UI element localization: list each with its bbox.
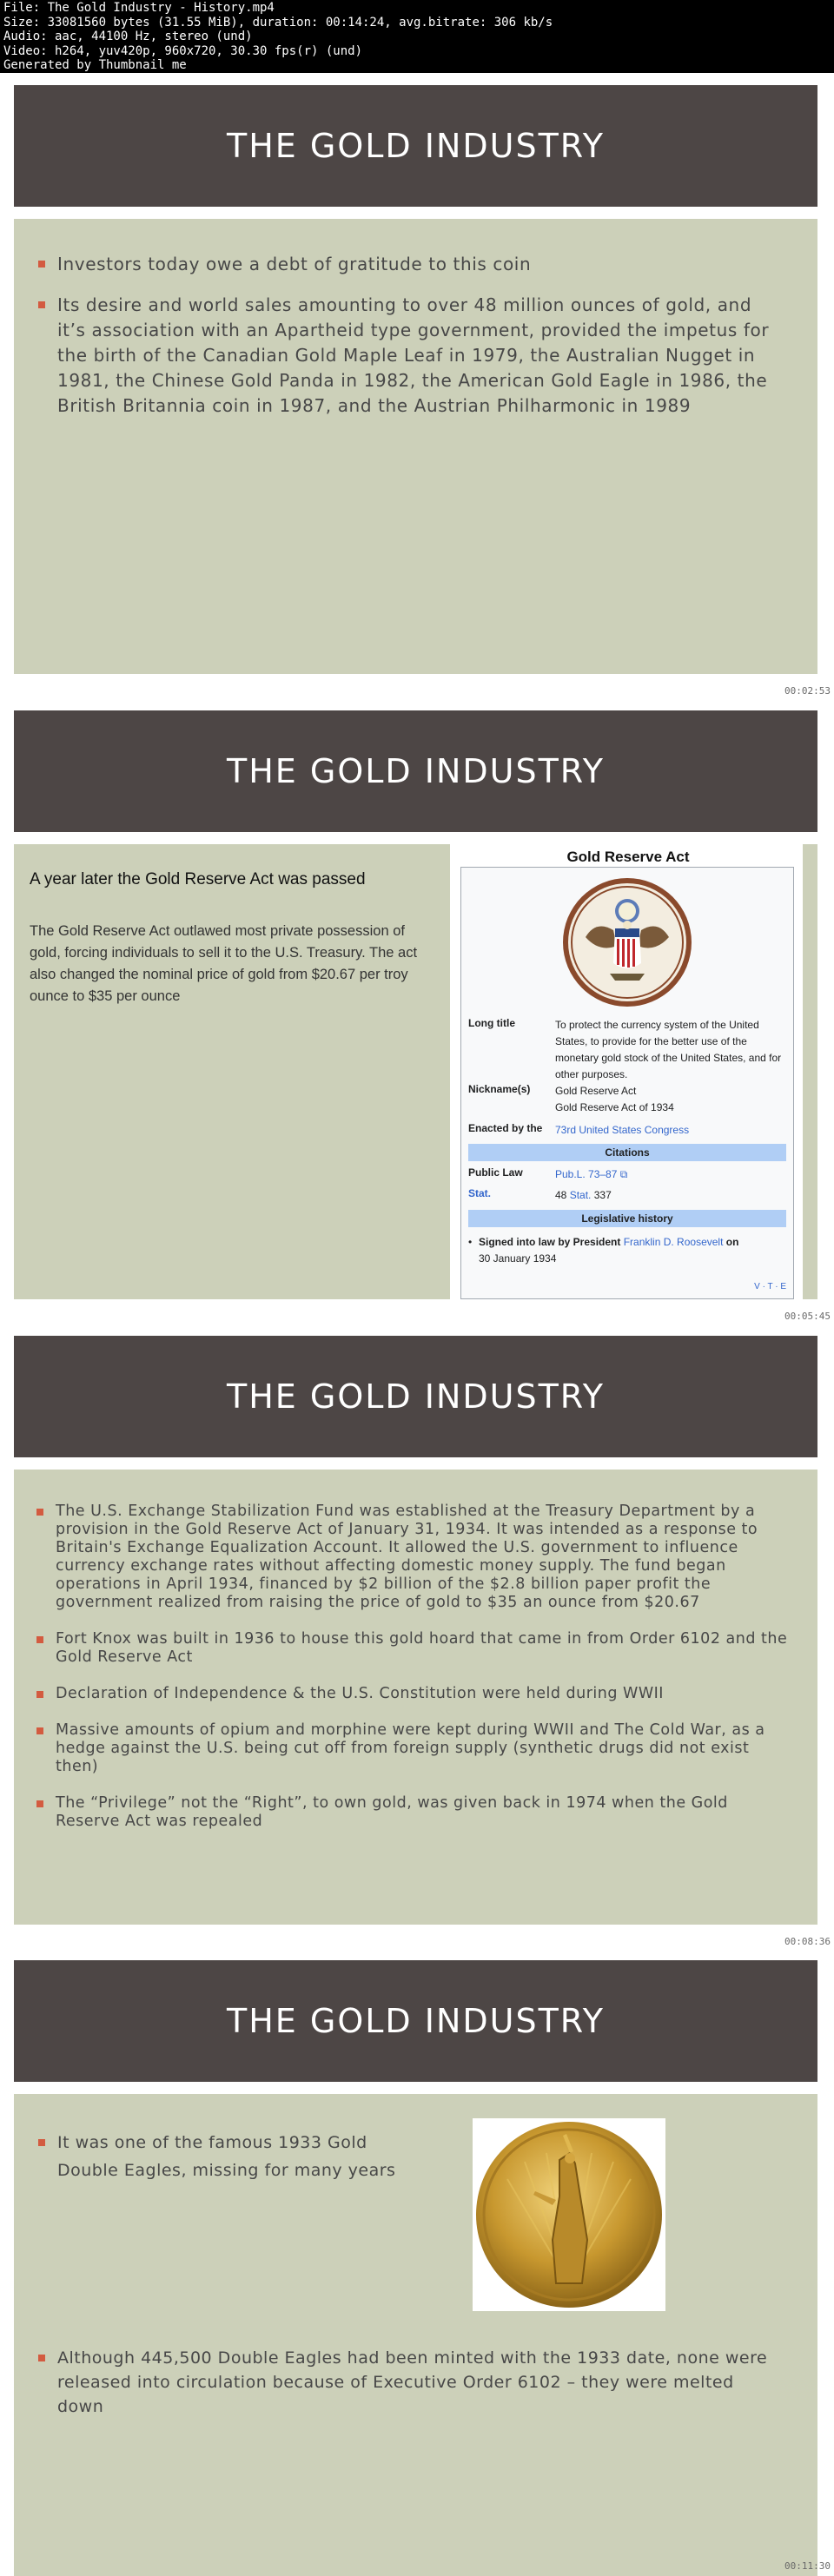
bullet-text: The “Privilege” not the “Right”, to own gold, was given back in 1974 when the Gold Reserve Act was repealed xyxy=(56,1794,728,1830)
list-dot-icon: • xyxy=(468,1236,473,1248)
signed-date: 30 January 1934 xyxy=(479,1252,557,1265)
video-frame-1 xyxy=(0,73,834,698)
file-info-line: Video: h264, yuv420p, 960x720, 30.30 fps(r) (und) xyxy=(3,43,363,58)
bullet-item xyxy=(35,1721,791,1776)
bullet-square-icon xyxy=(36,1636,43,1643)
stat-volume: 48 xyxy=(555,1189,567,1201)
bullet-square-icon xyxy=(38,2139,45,2146)
external-link-icon[interactable]: ⧉ xyxy=(619,1168,628,1180)
president-link[interactable]: Franklin D. Roosevelt xyxy=(623,1236,724,1248)
slide-right-strip xyxy=(803,844,817,1299)
citations-header: Citations xyxy=(468,1144,786,1161)
infobox-row-signed xyxy=(468,1234,786,1267)
file-info-line: Audio: aac, 44100 Hz, stereo (und) xyxy=(3,30,253,43)
video-frame-2 xyxy=(0,698,834,1324)
bullet-square-icon xyxy=(38,2355,45,2361)
legislative-history-header: Legislative history xyxy=(468,1210,786,1227)
nickname-1: Gold Reserve Act xyxy=(555,1085,637,1097)
bullet-square-icon xyxy=(38,301,45,308)
bullet-text: Investors today owe a debt of gratitude to this coin xyxy=(57,254,532,274)
frame-timestamp: 00:02:53 xyxy=(784,685,831,697)
bullet-item xyxy=(36,252,784,277)
vte-links[interactable]: V · T · E xyxy=(754,1282,786,1291)
bullet-item xyxy=(35,1503,791,1612)
infobox-label: Enacted by the xyxy=(468,1122,543,1134)
stat-label-link[interactable]: Stat. xyxy=(468,1187,492,1199)
bullet-list xyxy=(35,1503,791,1849)
slide-heading: A year later the Gold Reserve Act was passed xyxy=(30,870,366,888)
coin-image xyxy=(473,2118,665,2311)
bullet-square-icon xyxy=(36,1727,43,1734)
infobox-row-long-title xyxy=(468,1017,786,1083)
bullet-item xyxy=(35,1794,791,1831)
slide-content xyxy=(14,1470,817,1925)
bullet-text: Declaration of Independence & the U.S. Constitution were held during WWII xyxy=(56,1685,664,1702)
infobox-row-public-law xyxy=(468,1166,786,1183)
infobox-value xyxy=(555,1083,786,1116)
bullet-list xyxy=(36,2346,784,2419)
public-law-link[interactable]: Pub.L. 73–87 xyxy=(555,1168,618,1180)
stat-link[interactable]: Stat. xyxy=(569,1189,592,1201)
slide-title: THE GOLD INDUSTRY xyxy=(14,710,817,832)
slide-content xyxy=(14,2094,817,2576)
bullet-square-icon xyxy=(36,1509,43,1516)
bullet-text: It was one of the famous 1933 Gold Double Eagles, missing for many years xyxy=(57,2133,396,2180)
bullet-item xyxy=(35,1685,791,1703)
bullet-square-icon xyxy=(36,1691,43,1698)
slide-body-text: The Gold Reserve Act outlawed most private possession of gold, forcing individuals to sell it to the U.S. Treasury. The act also changed the nominal price of gold from $20.67 per troy ounce to $35 per ounce xyxy=(30,923,418,1004)
bullet-text: Fort Knox was built in 1936 to house this gold hoard that came in from Order 6102 and the Gold Reserve Act xyxy=(56,1630,788,1666)
bullet-text: The U.S. Exchange Stabilization Fund was established at the Treasury Department by a provision in the Gold Reserve Act of January 31, 1934. It was intended as a response to Britain's Exchange Equalization Account. It allowed the U.S. government to influence currency exchange rates without affecting domestic money supply. The fund began operations in April 1934, financed by $2 billion of the $2.8 billion paper profit the government realized from raising the price of gold to $35 an ounce from $20.67 xyxy=(56,1503,758,1611)
infobox-row-enacted xyxy=(468,1122,786,1139)
file-info-line: Size: 33081560 bytes (31.55 MiB), duration: 00:14:24, avg.bitrate: 306 kb/s xyxy=(3,15,553,30)
bullet-text: Its desire and world sales amounting to over 48 million ounces of gold, and it’s association with an Apartheid type government, provided the impetus for the birth of the Canadian Gold Maple Leaf in 1979, the Australian Nugget in 1981, the Chinese Gold Panda in 1982, the American Gold Eagle in 1986, the British Britannia coin in 1987, and the Austrian Philharmonic in 1989 xyxy=(57,294,770,416)
great-seal-icon xyxy=(561,876,693,1008)
bullet-square-icon xyxy=(38,261,45,268)
stat-page: 337 xyxy=(593,1189,612,1201)
bullet-list xyxy=(36,2129,410,2184)
bullet-item xyxy=(36,2129,410,2184)
bullet-list xyxy=(36,252,784,434)
frame-timestamp: 00:08:36 xyxy=(784,1936,831,1947)
infobox xyxy=(460,867,794,1299)
file-info-header xyxy=(0,0,834,73)
frame-timestamp: 00:11:30 xyxy=(784,2560,831,2572)
frame-timestamp: 00:05:45 xyxy=(784,1311,831,1322)
infobox-row-stat xyxy=(468,1187,786,1204)
bullet-item xyxy=(35,1630,791,1667)
infobox-row-nicknames xyxy=(468,1083,786,1116)
congress-link[interactable]: 73rd United States Congress xyxy=(555,1124,690,1136)
signed-suffix: on xyxy=(725,1236,739,1248)
signed-prefix: Signed into law by President xyxy=(479,1236,621,1248)
nickname-2: Gold Reserve Act of 1934 xyxy=(555,1101,674,1113)
slide-title: THE GOLD INDUSTRY xyxy=(14,1336,817,1457)
bullet-text: Although 445,500 Double Eagles had been minted with the 1933 date, none were released into circulation because of Executive Order 6102 – they were melted down xyxy=(57,2348,768,2416)
slide-content xyxy=(14,219,817,674)
infobox-label: Long title xyxy=(468,1017,515,1029)
bullet-item xyxy=(36,2346,784,2419)
bullet-square-icon xyxy=(36,1800,43,1807)
infobox-label: Public Law xyxy=(468,1166,523,1179)
infobox-title: Gold Reserve Act xyxy=(566,849,690,865)
infobox-label: Nickname(s) xyxy=(468,1083,531,1095)
video-frame-3 xyxy=(0,1324,834,1949)
video-frame-4 xyxy=(0,1948,834,2573)
slide-title: THE GOLD INDUSTRY xyxy=(14,85,817,207)
bullet-item xyxy=(36,293,784,419)
bullet-text: Massive amounts of opium and morphine were kept during WWII and The Cold War, as a hedge against the U.S. being cut off from foreign supply (synthetic drugs did not exist then) xyxy=(56,1721,765,1775)
double-eagle-coin-icon xyxy=(473,2118,665,2311)
slide-title: THE GOLD INDUSTRY xyxy=(14,1960,817,2082)
file-info-line: File: The Gold Industry - History.mp4 xyxy=(3,1,275,15)
infobox-value: To protect the currency system of the United States, to provide for the better use of the monetary gold stock of the United States, and for other purposes. xyxy=(555,1019,782,1080)
file-info-line: Generated by Thumbnail me xyxy=(3,58,187,72)
slide-left-panel xyxy=(14,844,450,1299)
